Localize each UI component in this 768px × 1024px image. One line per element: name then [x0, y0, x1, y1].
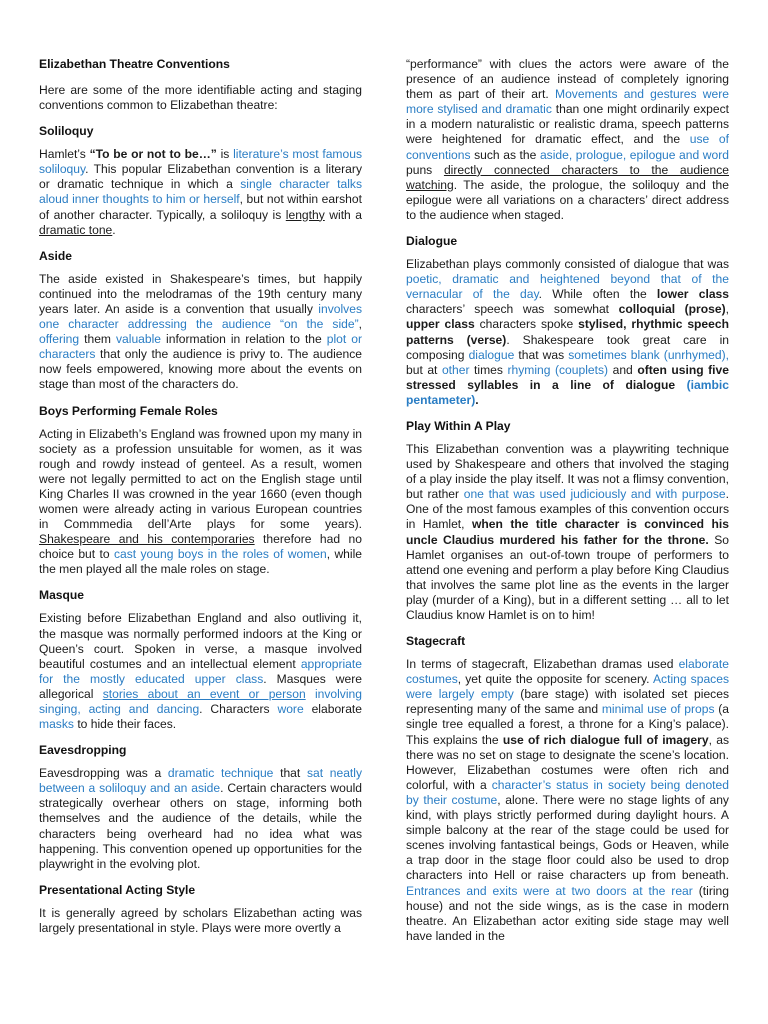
text-segment: (a single tree equalled a forest, a throne for a King’s palace). This explains the [406, 702, 729, 747]
play-within-heading: Play Within A Play [406, 418, 511, 433]
text-segment: sometimes blank (unrhymed), [568, 347, 729, 362]
boys-paragraph [39, 427, 362, 578]
text-segment: other [441, 362, 470, 377]
text-segment: wore [277, 702, 304, 716]
stagecraft-heading: Stagecraft [406, 634, 466, 649]
text-segment: , [725, 302, 730, 317]
text-segment: puns [406, 162, 444, 177]
text-segment: . Shakespeare took great care in composing [406, 332, 729, 362]
text-segment: Entrances and exits were at two doors at the rear [406, 883, 693, 898]
text-segment: directly connected characters to the audience watching [406, 162, 729, 192]
text-segment: but at [406, 362, 442, 377]
text-segment: character’s status in society being denoted by their costume [406, 777, 729, 807]
text-segment: is [216, 147, 234, 162]
aside-heading: Aside [39, 248, 72, 263]
text-segment: . While often the [538, 287, 657, 302]
right-column [406, 57, 729, 944]
text-segment: such as the [470, 147, 540, 162]
text-segment: (bare stage) with isolated set pieces representing many of the same and [406, 687, 729, 717]
text-segment: Hamlet’s [39, 147, 90, 162]
text-segment: Acting in Elizabeth’s England was frowned upon my many in society as a profession unsuitable for women, as it was rough and rowdy instead of genteel. As a result, women were not legally permitted to act on the English stage until King Charles II was crowned in the year 1660 (even though women were already acting in various European countries in Commmedia dell’Arte plays for some years). [39, 426, 362, 532]
text-segment: “performance” with clues the actors were aware of the presence of an audience instead of completely ignoring them as part of their art. [406, 57, 729, 102]
text-segment: use of rich dialogue full of imagery [502, 732, 709, 747]
presentational-paragraph-continued [406, 57, 729, 223]
text-segment: aside, prologue, epilogue and word [539, 147, 730, 162]
masque-paragraph [39, 611, 362, 732]
text-segment: . The aside, the prologue, the soliloquy and the epilogue were all variations on a characters’ direct address to the audience when staged. [406, 177, 729, 222]
text-segment: This Elizabethan convention was a playwriting technique used by Shakespeare and others that involved the staging of a play inside the play itself. It was not a flimsy convention, but rather [406, 441, 729, 502]
soliloquy-paragraph [39, 147, 362, 238]
text-segment: Acting spaces were largely empty [406, 672, 729, 702]
text-segment: them [79, 332, 116, 347]
text-segment: dramatic tone [39, 222, 113, 237]
text-segment: times [469, 362, 508, 377]
text-segment [675, 378, 686, 392]
dialogue-heading: Dialogue [406, 234, 458, 249]
text-segment: , yet quite the opposite for scenery. [457, 672, 653, 687]
text-segment: stories about an event or person [102, 686, 306, 701]
text-segment: than one might ordinarily expect in a modern naturalistic or realistic drama, speech patterns were heightened for dramatic effect, and the [406, 102, 729, 147]
text-segment: that only the audience is privy to. The audience now feels empowered, knowing more about the events on stage than most of the characters do. [39, 347, 362, 392]
text-segment: single character talks aloud inner thoughts to him or herself [39, 177, 362, 207]
text-segment: So Hamlet organises an out-of-town troupe of performers to attend one evening and perform a play before King Claudius that involves the same plot line as the events in the larger play (murder of a King), but in a different setting … all to let Claudius know Hamlet is on to him! [406, 532, 729, 622]
text-segment: colloquial (prose) [618, 302, 726, 317]
text-segment: valuable [115, 332, 162, 347]
text-segment: appropriate for the mostly educated upper class [39, 656, 362, 686]
text-segment: poetic, dramatic and heightened beyond that of the vernacular of the day [406, 272, 729, 302]
text-segment: plot or characters [39, 332, 362, 362]
text-segment: . Certain characters would strategically overhear others on stage, informing both themselves and the audience of the details, while the characters being overheard had no idea what was happening. This convention opened up opportunities for the playwright in the evolving plot. [39, 781, 362, 871]
stagecraft-paragraph [406, 657, 729, 944]
text-segment: that was [514, 347, 569, 362]
text-segment: lengthy [285, 207, 325, 222]
text-segment: and [608, 362, 638, 377]
text-segment: when the title character is convinced his uncle Claudius murdered his father for the throne. [406, 517, 729, 547]
text-segment: masks [39, 717, 74, 732]
text-segment: therefore had no choice but to [39, 532, 362, 562]
text-segment: . [112, 222, 116, 237]
text-segment: offering [39, 332, 80, 347]
text-segment: In terms of stagecraft, Elizabethan dramas used [406, 657, 679, 672]
text-segment: use of conventions [406, 132, 729, 162]
boys-heading: Boys Performing Female Roles [39, 403, 218, 418]
masque-heading: Masque [39, 588, 85, 603]
text-segment: elaborate [303, 702, 363, 716]
presentational-heading: Presentational Acting Style [39, 882, 196, 897]
text-segment: Movements and gestures were more stylised and dramatic [406, 87, 729, 117]
presentational-paragraph [39, 906, 362, 936]
text-segment: sat neatly between a soliloquy and an aside [39, 766, 363, 796]
text-segment: upper class [406, 317, 475, 332]
text-segment: information in relation to the [161, 332, 327, 347]
intro-paragraph: Here are some of the more identifiable acting and staging conventions common to Elizabethan theatre: [39, 83, 362, 113]
text-segment: dramatic technique [167, 766, 274, 781]
text-segment: . Masques were allegorical [39, 671, 362, 701]
text-segment: characters’ speech was somewhat [406, 302, 619, 317]
text-segment: often using five stressed syllables in a line of dialogue [406, 362, 729, 392]
text-segment: dialogue [468, 347, 515, 362]
text-segment: stylised, rhythmic speech patterns (verse) [406, 317, 729, 347]
eavesdropping-paragraph [39, 766, 362, 872]
text-segment: , alone. There were no stage lights of any kind, with plays strictly performed during daylight hours. A simple balcony at the rear of the stage could be used for scenes involving fantastical beings, Gods or Heaven, while a trap door in the stage floor could also be used to drop characters into Hell or raise characters up from beneath. [406, 792, 729, 883]
text-segment: Shakespeare and his contemporaries [39, 532, 255, 547]
text-segment: “To be or not to be…” [89, 147, 217, 162]
text-segment: lower class [656, 287, 730, 302]
text-segment: to hide their faces. [73, 717, 177, 732]
document-title: Elizabethan Theatre Conventions [39, 57, 230, 71]
text-segment: that [273, 766, 307, 781]
text-segment: , but not within earshot of another character. Typically, a soliloquy is [39, 192, 362, 222]
text-segment [306, 687, 315, 701]
text-segment: Elizabethan plays commonly consisted of dialogue that was [406, 257, 729, 272]
text-segment: , [358, 317, 362, 332]
eavesdropping-heading: Eavesdropping [39, 743, 127, 758]
text-segment: one that was used judiciously and with purpose [463, 487, 726, 502]
text-segment: . This popular Elizabethan convention is a literary or dramatic technique in which a [39, 162, 362, 192]
text-segment: . One of the most famous examples of this convention occurs in Hamlet, [406, 487, 729, 532]
text-segment: Existing before Elizabethan England and also outliving it, the masque was normally performed indoors at the King or Queen’s court. Spoken in verse, a masque involved beautiful costumes and an intellectual element [39, 611, 362, 671]
dialogue-paragraph [406, 257, 729, 408]
left-column [39, 57, 362, 936]
text-segment: The aside existed in Shakespeare’s times, but happily continued into the melodramas of the 19th century many years later. An aside is a convention that usually [39, 271, 362, 316]
play-within-paragraph [406, 442, 729, 623]
text-segment: literature’s most famous soliloquy [39, 147, 362, 177]
text-segment: . [475, 392, 479, 407]
text-segment: elaborate costumes [406, 657, 729, 687]
text-segment: , while the men played all the male roles on stage. [39, 547, 363, 577]
text-segment: minimal use of props [601, 702, 715, 717]
text-segment: involves one character addressing the audience “on the side” [39, 301, 362, 332]
text-segment: It is generally agreed by scholars Elizabethan acting was largely presentational in style. Plays were more overtly a [39, 905, 362, 935]
text-segment: (tiring house) and not the side wings, as is the case in modern theatre. An Elizabethan actor exiting side stage may well have landed in the [406, 883, 730, 943]
aside-paragraph [39, 272, 362, 393]
text-segment: characters spoke [474, 317, 579, 332]
text-segment: cast young boys in the roles of women [113, 547, 327, 562]
text-segment: . Characters [199, 702, 278, 716]
text-segment: (iambic pentameter) [406, 377, 729, 407]
text-segment: rhyming (couplets) [507, 362, 609, 377]
text-segment: involving singing, acting and dancing [39, 686, 362, 716]
text-segment: with a [324, 207, 362, 222]
text-segment: Eavesdropping was a [39, 766, 168, 781]
soliloquy-heading: Soliloquy [39, 124, 94, 139]
text-segment: , as there was no set on stage to designate the scene’s location. However, Elizabethan costumes were often rich and colorful, with a [406, 732, 729, 792]
